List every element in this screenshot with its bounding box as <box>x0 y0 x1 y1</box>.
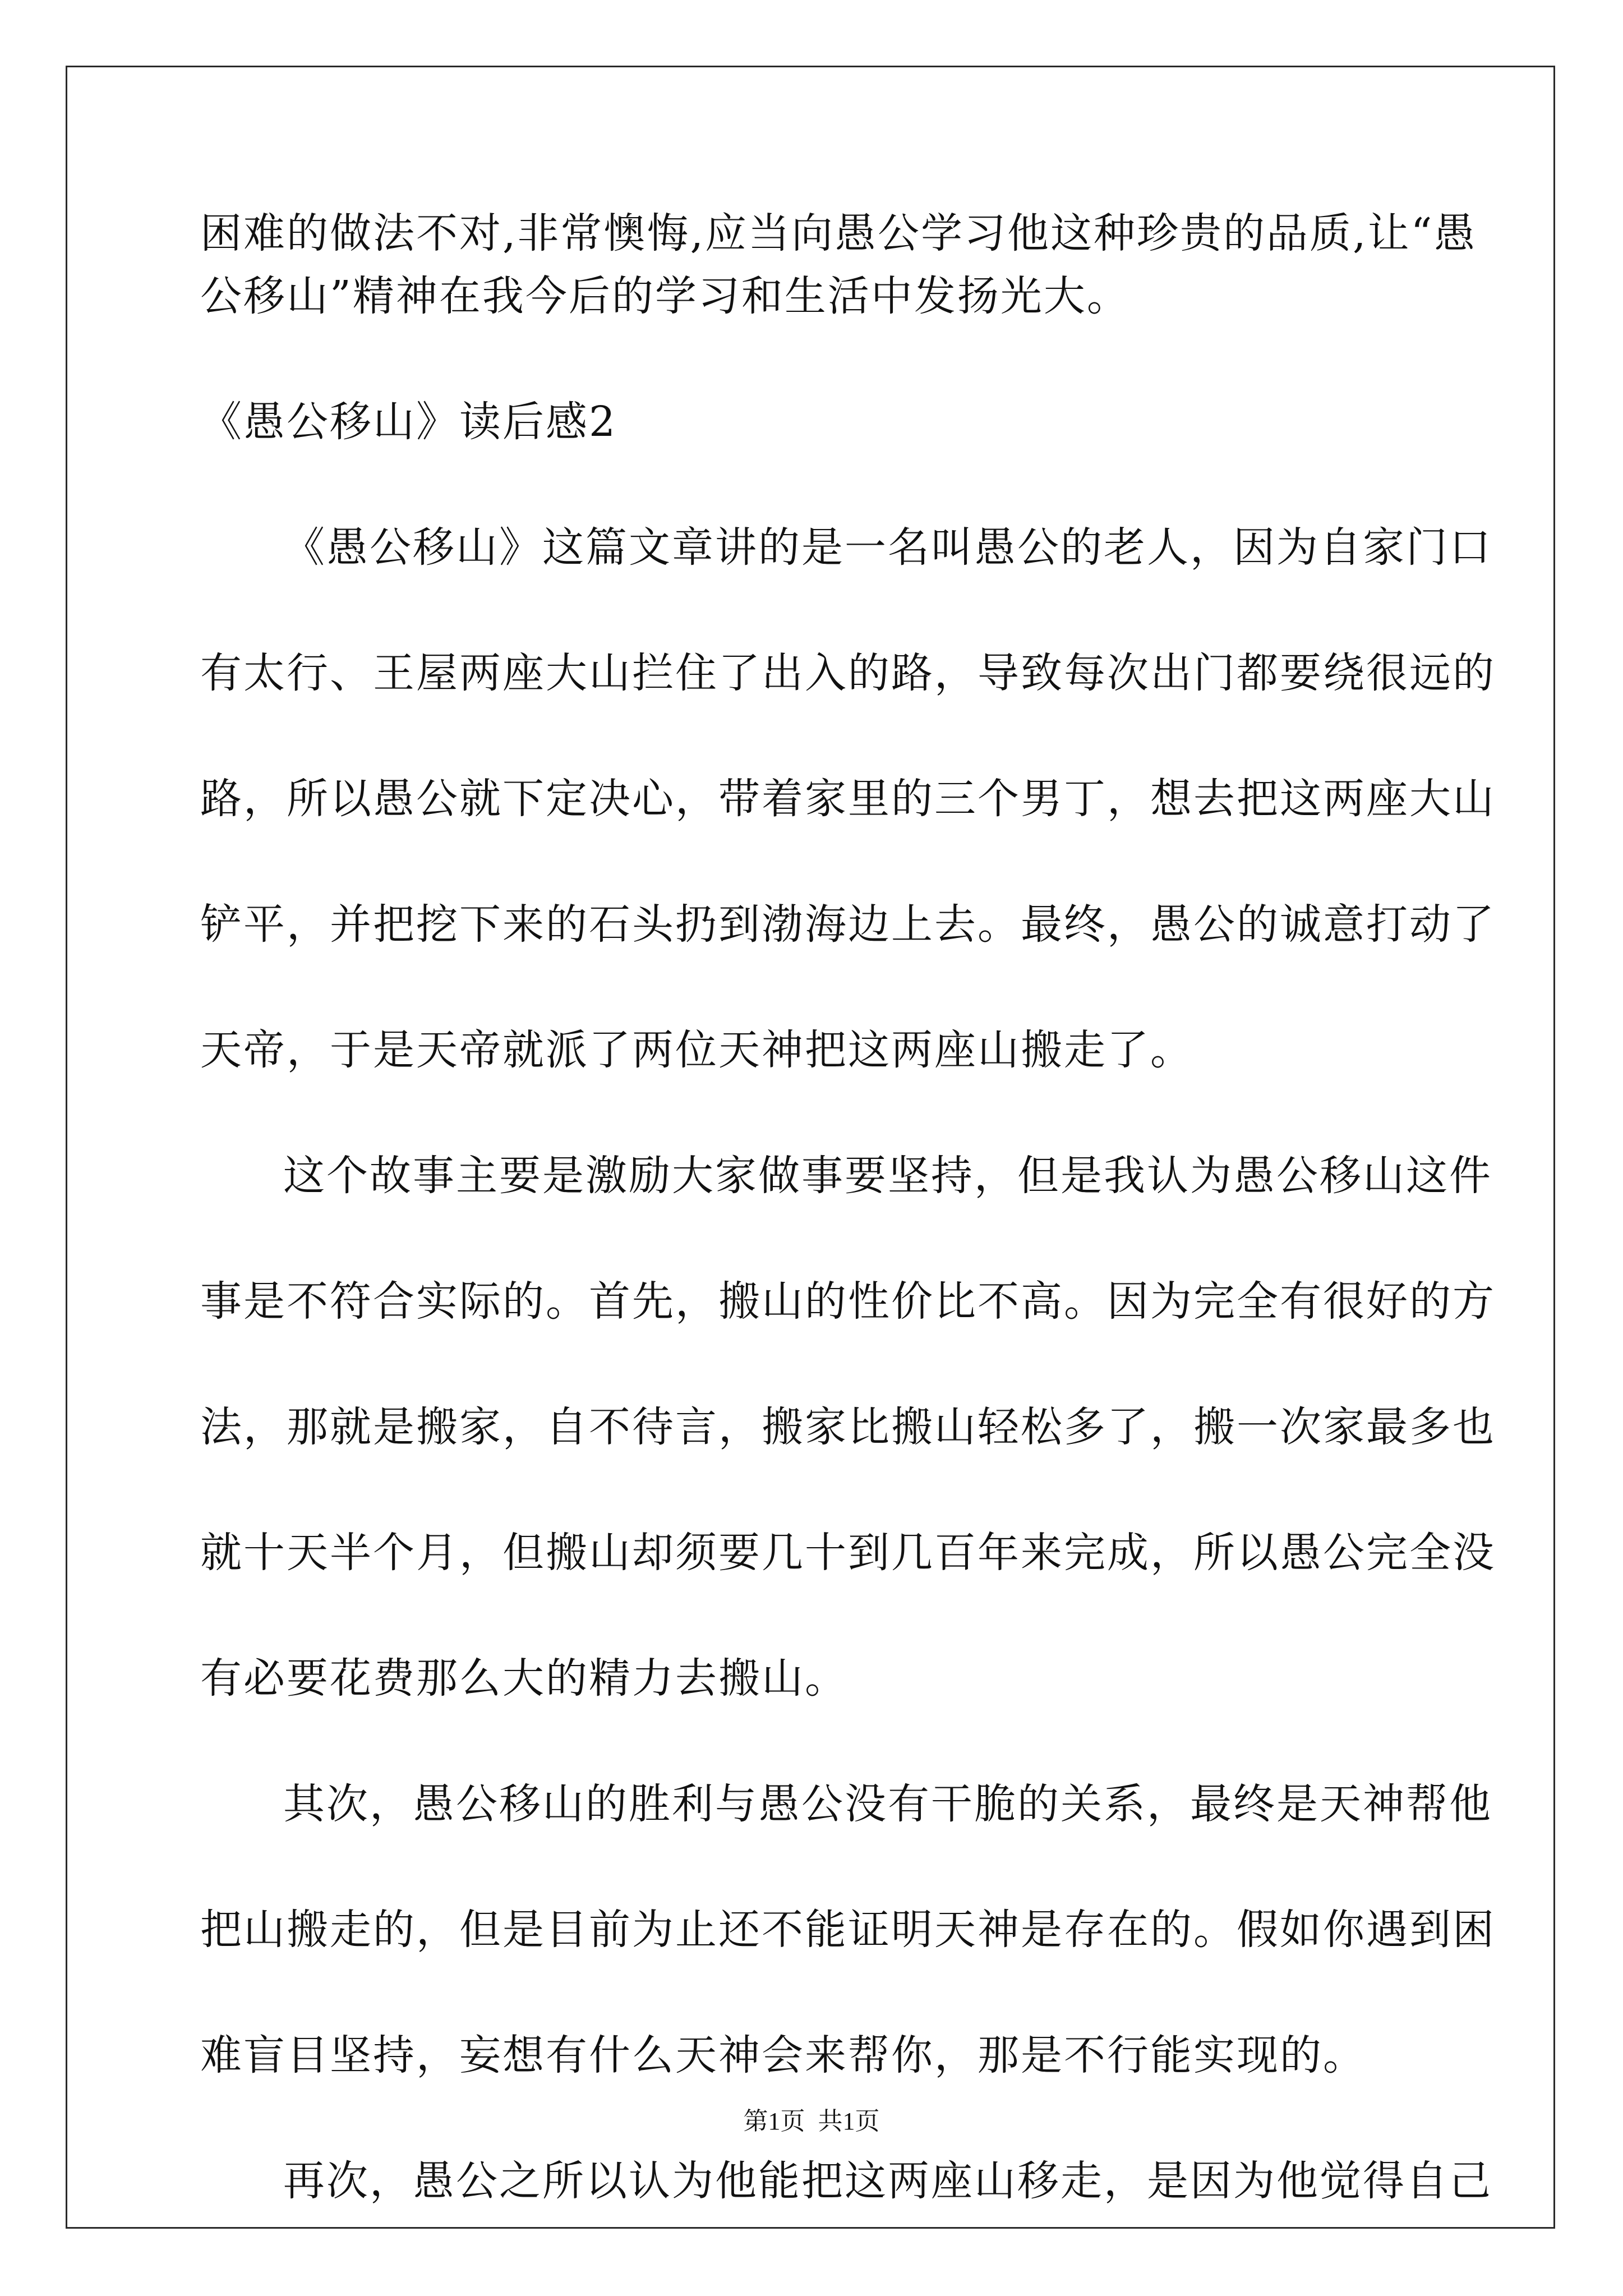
paragraph-line: 铲平，并把挖下来的石头扔到渤海边上去。最终，愚公的诚意打动了 <box>200 900 1496 949</box>
paragraph-line: 再次，愚公之所以认为他能把这两座山移走，是因为他觉得自己 <box>283 2157 1492 2205</box>
page-number: 第1页 <box>743 2108 805 2135</box>
paragraph-line: 法，那就是搬家，自不待言，搬家比搬山轻松多了，搬一次家最多也 <box>200 1403 1496 1451</box>
paragraph-line: 事是不符合实际的。首先，搬山的性价比不高。因为完全有很好的方 <box>200 1277 1496 1326</box>
paragraph-line: 困难的做法不对,非常懊悔,应当向愚公学习他这种珍贵的品质,让“愚 <box>200 209 1477 257</box>
section-heading: 《愚公移山》读后感2 <box>200 398 617 446</box>
paragraph-line: 公移山”精神在我今后的学习和生活中发扬光大。 <box>200 272 1130 320</box>
page-footer <box>0 2105 1623 2138</box>
paragraph-line: 有太行、王屋两座大山拦住了出入的路，导致每次出门都要绕很远的 <box>200 649 1496 697</box>
paragraph-line: 路，所以愚公就下定决心，带着家里的三个男丁，想去把这两座大山 <box>200 775 1496 823</box>
paragraph-line: 就十天半个月，但搬山却须要几十到几百年来完成，所以愚公完全没 <box>200 1529 1496 1577</box>
paragraph-line: 其次，愚公移山的胜利与愚公没有干脆的关系，最终是天神帮他 <box>283 1780 1492 1828</box>
paragraph-line: 难盲目坚持，妄想有什么天神会来帮你，那是不行能实现的。 <box>200 2031 1366 2079</box>
page-total: 共1页 <box>818 2108 880 2135</box>
paragraph-line: 有必要花费那么大的精力去搬山。 <box>200 1654 848 1703</box>
paragraph-line: 《愚公移山》这篇文章讲的是一名叫愚公的老人，因为自家门口 <box>283 523 1492 572</box>
paragraph-line: 这个故事主要是激励大家做事要坚持，但是我认为愚公移山这件 <box>283 1152 1492 1200</box>
paragraph-line: 把山搬走的，但是目前为止还不能证明天神是存在的。假如你遇到困 <box>200 1906 1496 1954</box>
document-body <box>200 202 1496 2212</box>
paragraph-line: 天帝，于是天帝就派了两位天神把这两座山搬走了。 <box>200 1026 1193 1074</box>
